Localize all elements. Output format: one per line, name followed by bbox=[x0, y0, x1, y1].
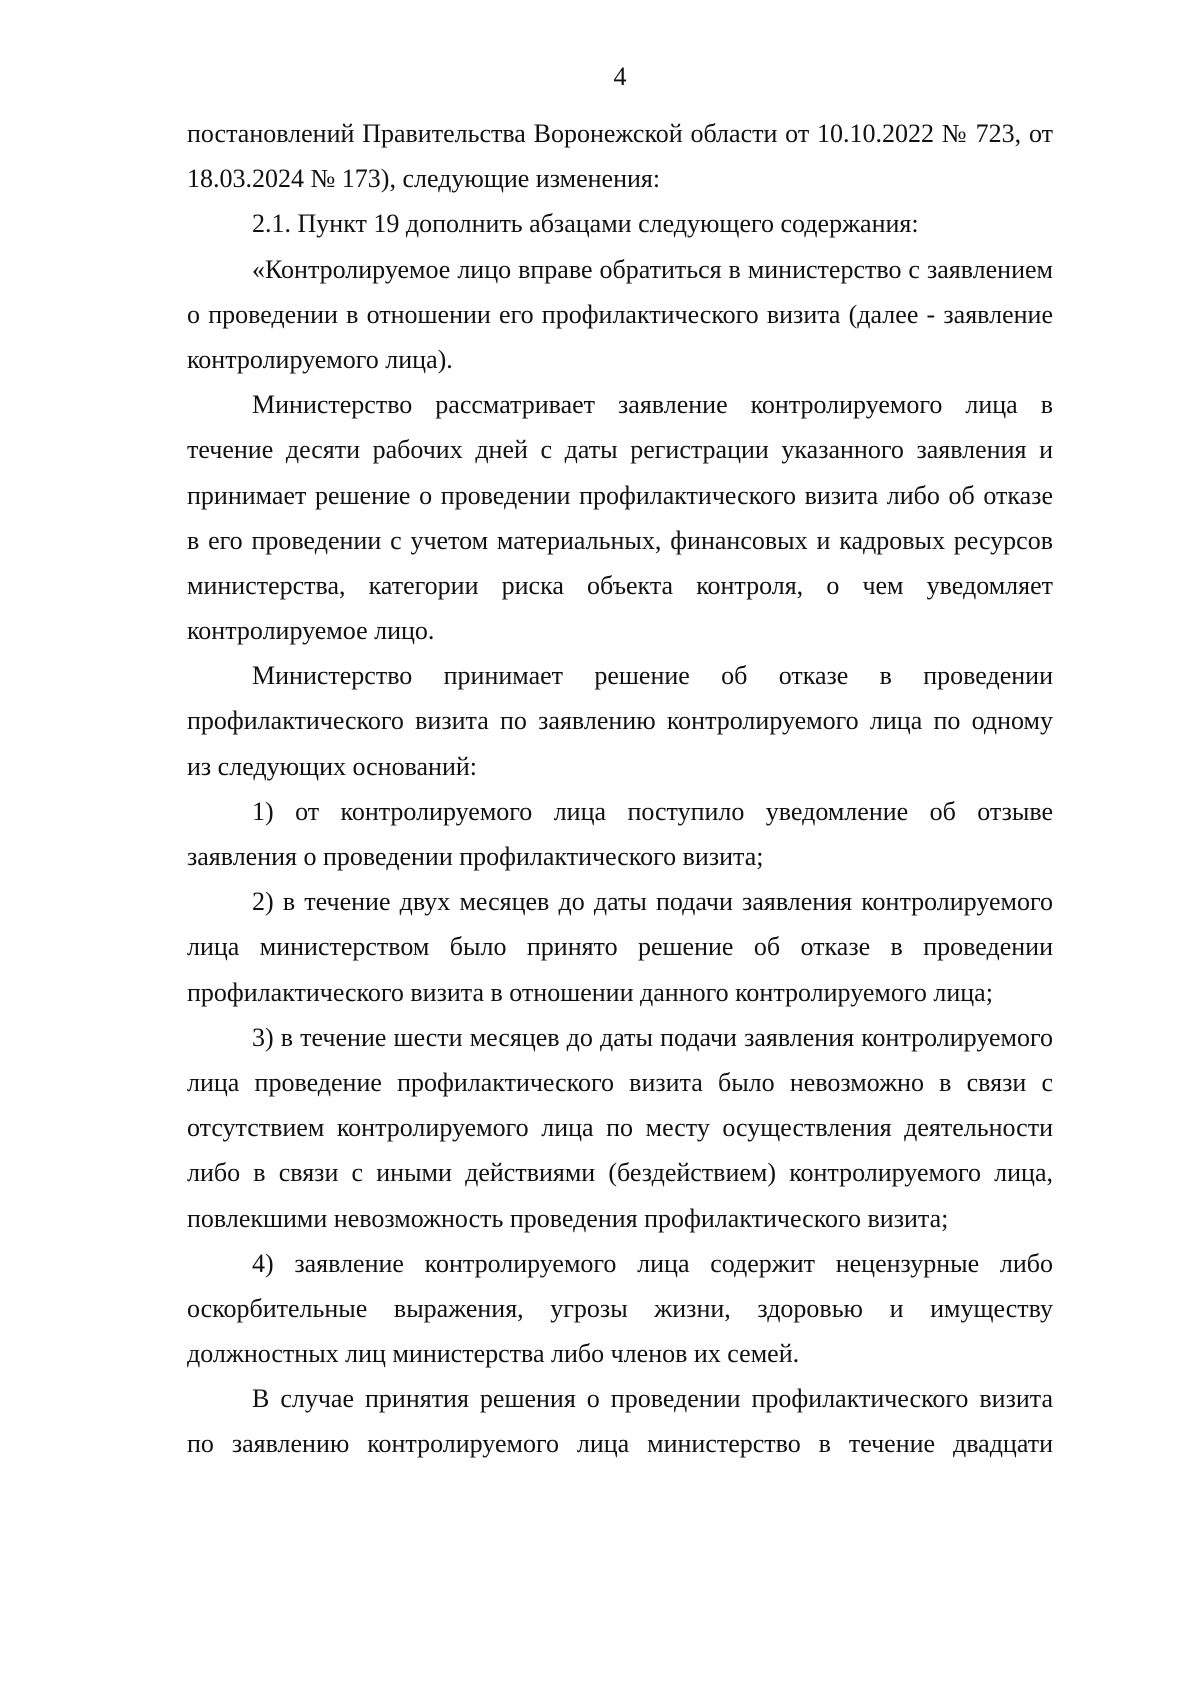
text-line: профилактического визита в отношении данного контролируемого лица; bbox=[187, 977, 993, 1007]
text-line: лица министерством было принято решение об отказе в проведении bbox=[187, 932, 1053, 962]
text-line: «Контролируемое лицо вправе обратиться в министерство с заявлением bbox=[252, 254, 1053, 284]
text-line: либо в связи с иными действиями (бездействием) контролируемого лица, bbox=[187, 1158, 1053, 1188]
text-line: 1) от контролируемого лица поступило уведомление об отзыве bbox=[252, 796, 1053, 826]
text-line: Министерство принимает решение об отказе в проведении bbox=[252, 661, 1053, 691]
text-line: повлекшими невозможность проведения профилактического визита; bbox=[187, 1203, 949, 1233]
text-line: оскорбительные выражения, угрозы жизни, здоровью и имуществу bbox=[187, 1293, 1053, 1323]
document-body bbox=[187, 111, 1053, 1467]
text-line: принимает решение о проведении профилактического визита либо об отказе bbox=[187, 480, 1053, 510]
text-line: контролируемого лица). bbox=[187, 344, 453, 374]
text-line: 4) заявление контролируемого лица содержит нецензурные либо bbox=[252, 1248, 1053, 1278]
text-line: в его проведении с учетом материальных, финансовых и кадровых ресурсов bbox=[187, 525, 1053, 555]
text-line: из следующих оснований: bbox=[187, 751, 478, 781]
text-line: постановлений Правительства Воронежской области от 10.10.2022 № 723, от bbox=[187, 119, 1053, 148]
text-line: 18.03.2024 № 173), следующие изменения: bbox=[187, 164, 661, 194]
text-line: по заявлению контролируемого лица министерство в течение двадцати bbox=[187, 1429, 1053, 1459]
text-line: Министерство рассматривает заявление контролируемого лица в bbox=[252, 390, 1053, 420]
page-number: 4 bbox=[613, 62, 627, 91]
text-line: 3) в течение шести месяцев до даты подачи заявления контролируемого bbox=[252, 1022, 1053, 1052]
text-line: В случае принятия решения о проведении профилактического визита bbox=[252, 1384, 1053, 1414]
text-line: 2) в течение двух месяцев до даты подачи заявления контролируемого bbox=[252, 887, 1053, 917]
text-line: должностных лиц министерства либо членов их семей. bbox=[187, 1339, 800, 1369]
text-line: 2.1. Пункт 19 дополнить абзацами следующего содержания: bbox=[252, 209, 919, 239]
text-line: отсутствием контролируемого лица по месту осуществления деятельности bbox=[187, 1113, 1053, 1143]
text-line: профилактического визита по заявлению контролируемого лица по одному bbox=[187, 706, 1053, 736]
text-line: министерства, категории риска объекта контроля, о чем уведомляет bbox=[187, 570, 1053, 600]
text-line: лица проведение профилактического визита было невозможно в связи с bbox=[187, 1067, 1053, 1097]
text-line: контролируемое лицо. bbox=[187, 616, 435, 646]
text-line: заявления о проведении профилактического визита; bbox=[187, 842, 764, 871]
text-line: течение десяти рабочих дней с даты регистрации указанного заявления и bbox=[187, 435, 1053, 465]
text-line: о проведении в отношении его профилактического визита (далее - заявление bbox=[187, 299, 1053, 329]
